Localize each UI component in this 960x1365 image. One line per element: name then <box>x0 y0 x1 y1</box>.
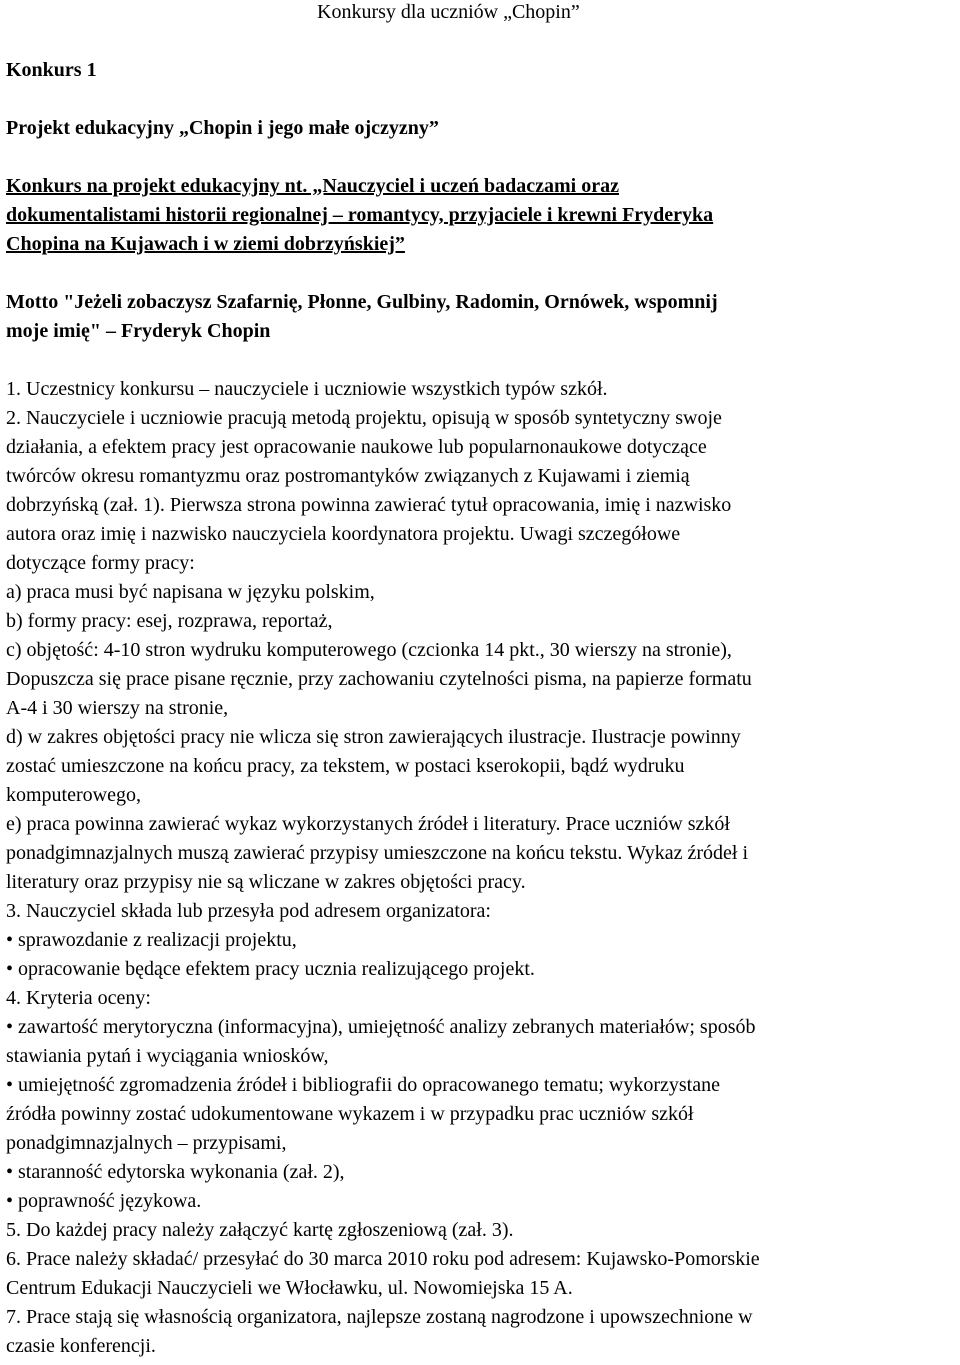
body-line: komputerowego, <box>6 784 141 806</box>
body-line: e) praca powinna zawierać wykaz wykorzystanych źródeł i literatury. Prace uczniów szkół <box>6 813 730 835</box>
body-line: c) objętość: 4-10 stron wydruku komputerowego (czcionka 14 pkt., 30 wierszy na stronie), <box>6 639 732 661</box>
body-line: A-4 i 30 wierszy na stronie, <box>6 697 229 719</box>
document-title: Konkursy dla uczniów „Chopin” <box>317 1 580 23</box>
body-line: • opracowanie będące efektem pracy ucznia realizującego projekt. <box>6 958 535 980</box>
body-line: • umiejętność zgromadzenia źródeł i bibliografii do opracowanego tematu; wykorzystane <box>6 1074 720 1096</box>
body-line: 3. Nauczyciel składa lub przesyła pod adresem organizatora: <box>6 900 491 922</box>
body-line: twórców okresu romantyzmu oraz postromantyków związanych z Kujawami i ziemią <box>6 465 690 487</box>
body-line: zostać umieszczone na końcu pracy, za tekstem, w postaci kserokopii, bądź wydruku <box>6 755 685 777</box>
project-title-heading: Projekt edukacyjny „Chopin i jego małe ojczyzny” <box>6 117 439 139</box>
body-line: działania, a efektem pracy jest opracowanie naukowe lub popularnonaukowe dotyczące <box>6 436 707 458</box>
body-line: a) praca musi być napisana w języku polskim, <box>6 581 375 603</box>
body-line: stawiania pytań i wyciągania wniosków, <box>6 1045 329 1067</box>
body-line: 7. Prace stają się własnością organizatora, najlepsze zostaną nagrodzone i upowszechnione w <box>6 1306 753 1328</box>
body-line: literatury oraz przypisy nie są wliczane w zakres objętości pracy. <box>6 871 526 893</box>
motto-line: moje imię" – Fryderyk Chopin <box>6 320 271 342</box>
contest-number-heading: Konkurs 1 <box>6 59 97 81</box>
body-line: dotyczące formy pracy: <box>6 552 195 574</box>
body-line: • staranność edytorska wykonania (zał. 2), <box>6 1161 345 1183</box>
body-line: czasie konferencji. <box>6 1335 156 1357</box>
body-line: 1. Uczestnicy konkursu – nauczyciele i uczniowie wszystkich typów szkół. <box>6 378 608 400</box>
contest-name-line: Chopina na Kujawach i w ziemi dobrzyńskiej” <box>6 233 405 255</box>
contest-name-line: Konkurs na projekt edukacyjny nt. „Nauczyciel i uczeń badaczami oraz <box>6 175 619 197</box>
motto-line: Motto "Jeżeli zobaczysz Szafarnię, Płonne, Gulbiny, Radomin, Ornówek, wspomnij <box>6 291 718 313</box>
body-line: 6. Prace należy składać/ przesyłać do 30 marca 2010 roku pod adresem: Kujawsko-Pomorskie <box>6 1248 760 1270</box>
body-line: d) w zakres objętości pracy nie wlicza się stron zawierających ilustracje. Ilustracje powinny <box>6 726 741 748</box>
body-line: źródła powinny zostać udokumentowane wykazem i w przypadku prac uczniów szkół <box>6 1103 694 1125</box>
body-line: ponadgimnazjalnych muszą zawierać przypisy umieszczone na końcu tekstu. Wykaz źródeł i <box>6 842 749 864</box>
body-line: • sprawozdanie z realizacji projektu, <box>6 929 297 951</box>
contest-name-line: dokumentalistami historii regionalnej – romantycy, przyjaciele i krewni Fryderyka <box>6 204 714 226</box>
body-line: Centrum Edukacji Nauczycieli we Włocławku, ul. Nowomiejska 15 A. <box>6 1277 573 1299</box>
body-line: autora oraz imię i nazwisko nauczyciela koordynatora projektu. Uwagi szczegółowe <box>6 523 681 545</box>
body-line: 2. Nauczyciele i uczniowie pracują metodą projektu, opisują w sposób syntetyczny swoje <box>6 407 722 429</box>
body-line: 5. Do każdej pracy należy załączyć kartę zgłoszeniową (zał. 3). <box>6 1219 514 1241</box>
body-line: • poprawność językowa. <box>6 1190 202 1212</box>
body-line: b) formy pracy: esej, rozprawa, reportaż, <box>6 610 333 632</box>
body-line: 4. Kryteria oceny: <box>6 987 151 1009</box>
body-line: dobrzyńską (zał. 1). Pierwsza strona powinna zawierać tytuł opracowania, imię i nazwisko <box>6 494 732 516</box>
body-line: Dopuszcza się prace pisane ręcznie, przy zachowaniu czytelności pisma, na papierze formatu <box>6 668 752 690</box>
body-line: ponadgimnazjalnych – przypisami, <box>6 1132 287 1154</box>
body-line: • zawartość merytoryczna (informacyjna), umiejętność analizy zebranych materiałów; sposób <box>6 1016 756 1038</box>
